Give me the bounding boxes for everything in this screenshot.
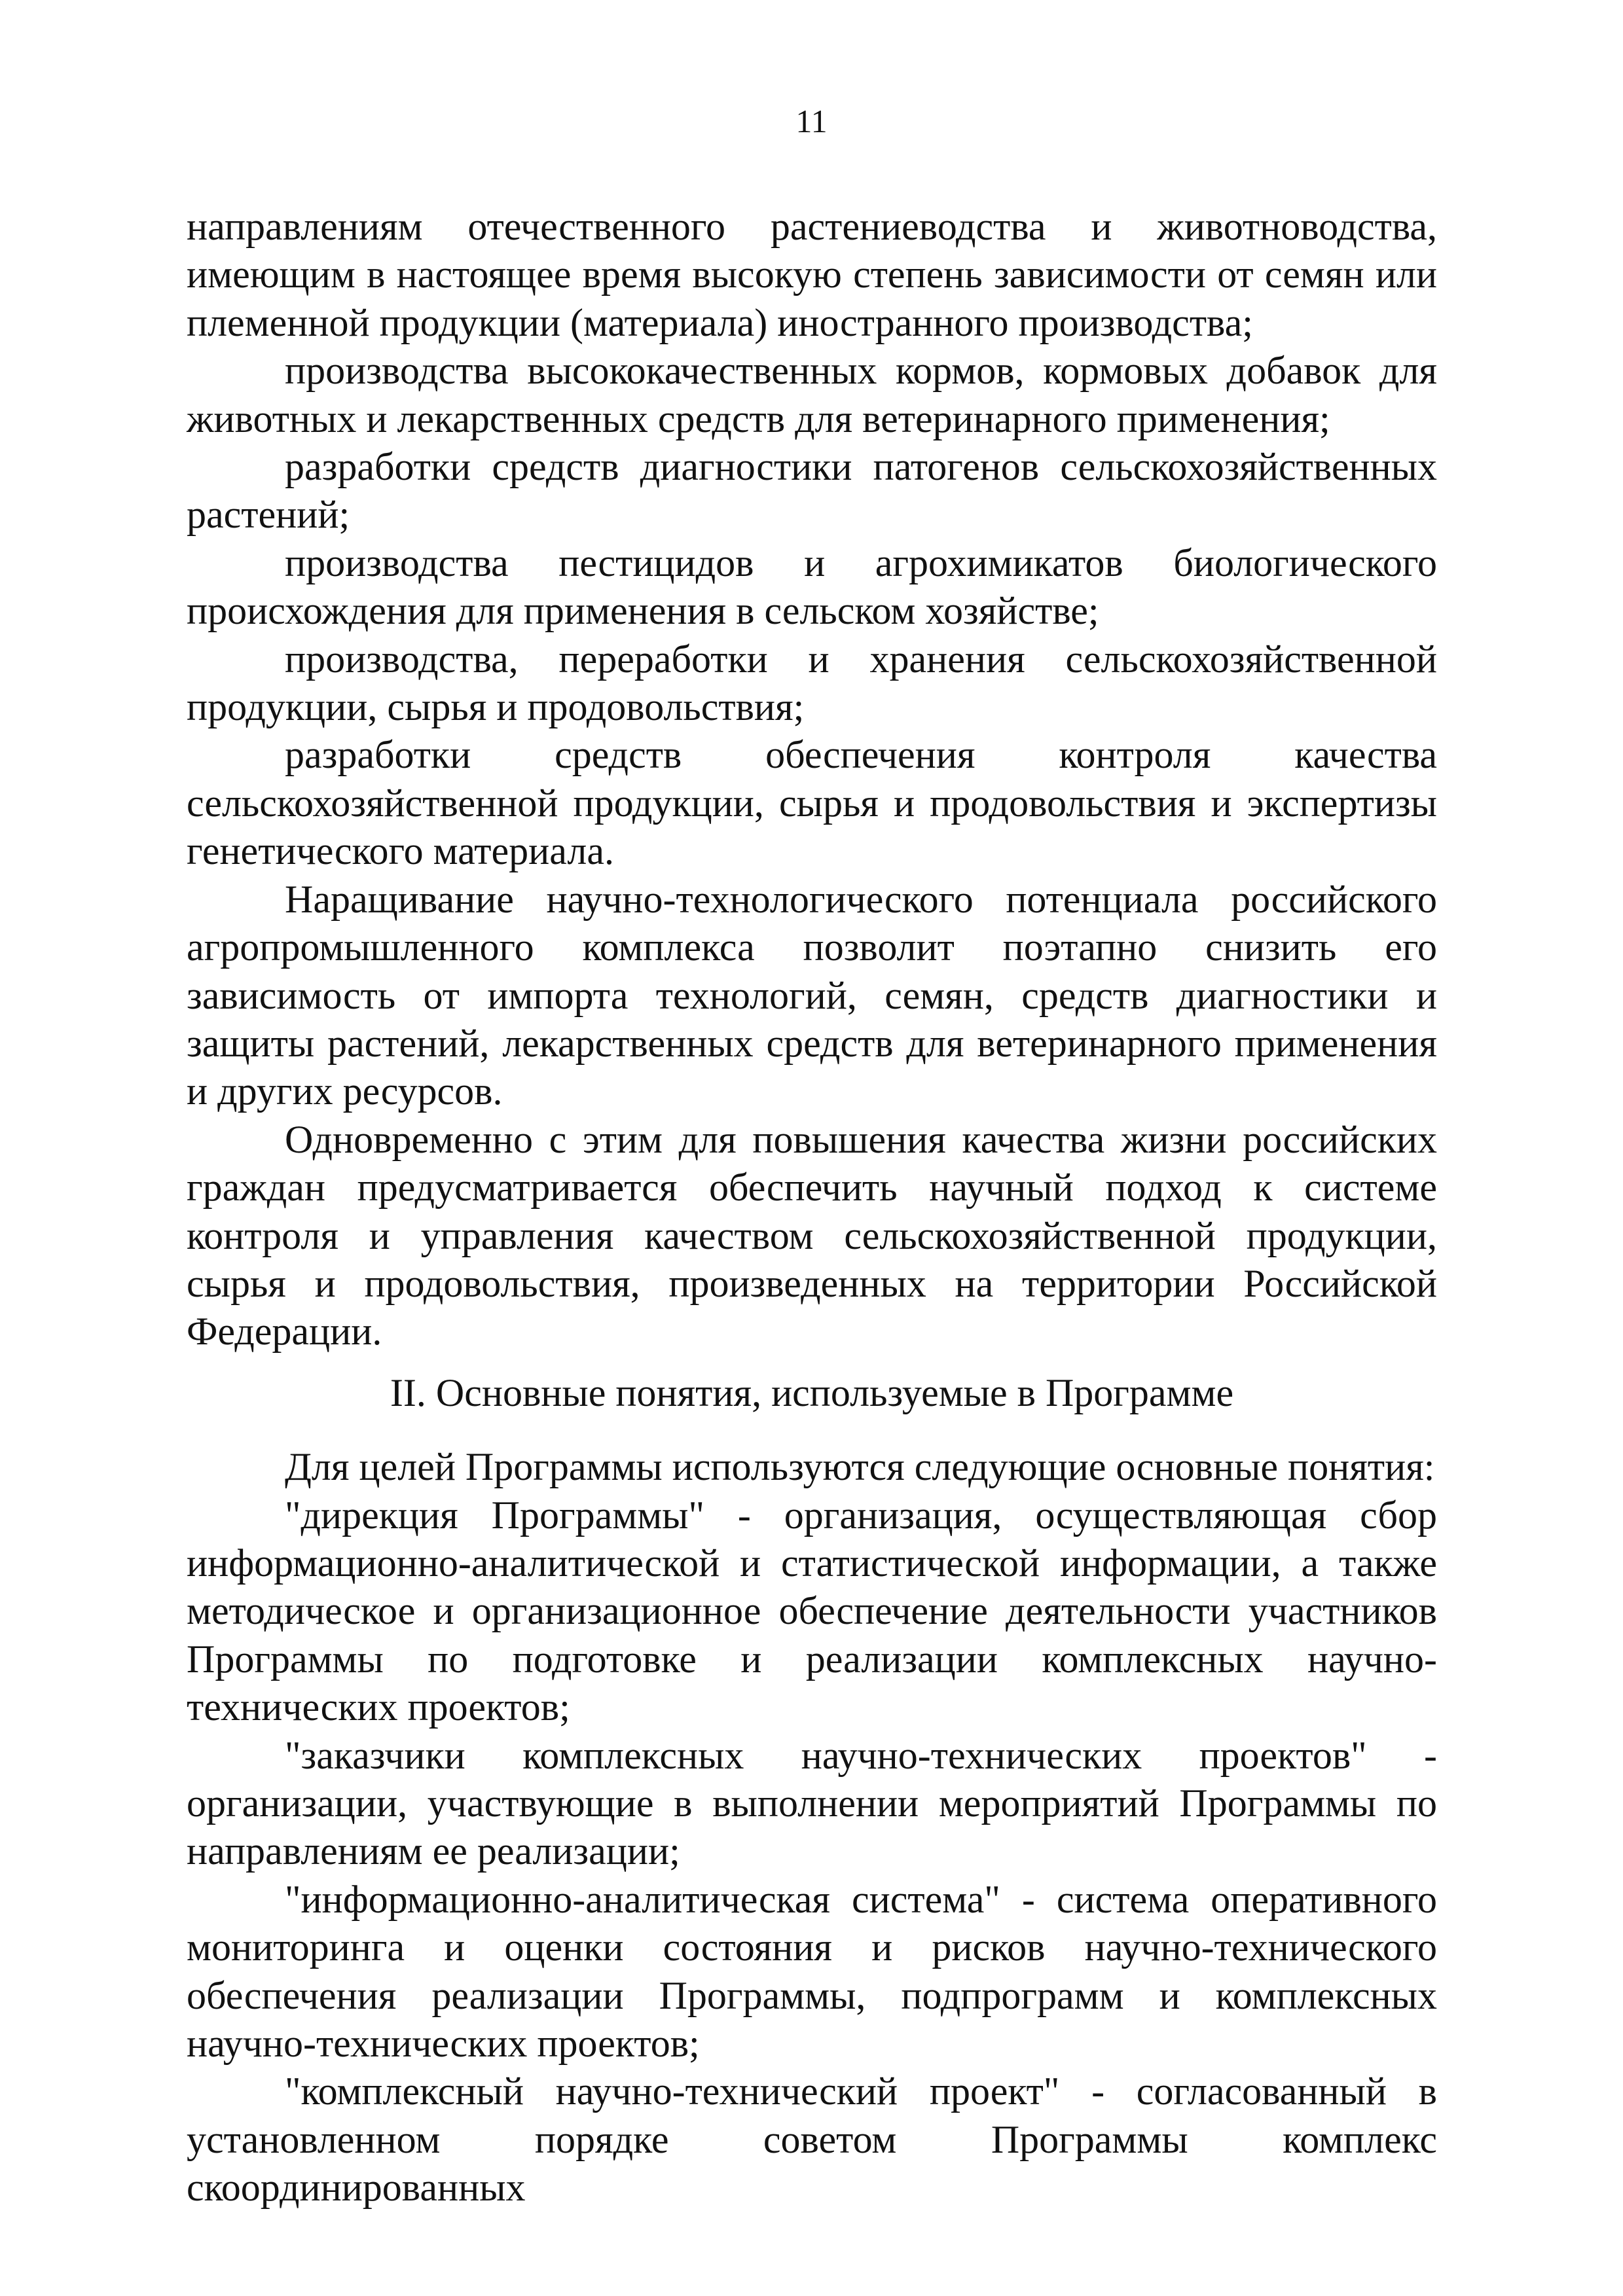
- definition-information-system: "информационно-аналитическая система" - система оперативного мониторинга и оценки состояния и рисков научно-технического обеспечения реализации Программы, подпрограмм и комплексных научно-технических проектов;: [187, 1877, 1437, 2066]
- list-item-processing: производства, переработки и хранения сельскохозяйственной продукции, сырья и продовольствия;: [187, 637, 1437, 729]
- list-item-quality-control: разработки средств обеспечения контроля качества сельскохозяйственной продукции, сырья и продовольствия и экспертизы генетического материала.: [187, 733, 1437, 873]
- definition-complex-project: "комплексный научно-технический проект" - согласованный в установленном порядке советом Программы комплекс скоординированных: [187, 2070, 1437, 2210]
- list-item-pesticides: производства пестицидов и агрохимикатов биологического происхождения для применения в сельском хозяйстве;: [187, 541, 1437, 633]
- paragraph-potential: Наращивание научно-технологического потенциала российского агропромышленного комплекса позволит поэтапно снизить его зависимость от импорта технологий, семян, средств диагностики и защиты растений, лекарственных средств для ветеринарного применения и других ресурсов.: [187, 877, 1437, 1113]
- document-body: [187, 203, 1437, 2212]
- section-heading: II. Основные понятия, используемые в Программе: [390, 1371, 1234, 1414]
- paragraph-quality-of-life: Одновременно с этим для повышения качества жизни российских граждан предусматривается обеспечить научный подход к системе контроля и управления качеством сельскохозяйственной продукции, сырья и продовольствия, произведенных на территории Российской Федерации.: [187, 1117, 1437, 1354]
- page-number: 11: [795, 103, 828, 139]
- definition-directorate: "дирекция Программы" - организация, осуществляющая сбор информационно-аналитической и статистической информации, а также методическое и организационное обеспечение деятельности участников Программы по подготовке и реализации комплексных научно-технических проектов;: [187, 1493, 1437, 1729]
- section-intro: Для целей Программы используются следующие основные понятия:: [285, 1445, 1435, 1489]
- definition-customers: "заказчики комплексных научно-технических проектов" - организации, участвующие в выполнении мероприятий Программы по направлениям ее реализации;: [187, 1733, 1437, 1873]
- list-item-diagnostics: разработки средств диагностики патогенов сельскохозяйственных растений;: [187, 445, 1437, 537]
- list-item-feed-production: производства высококачественных кормов, кормовых добавок для животных и лекарственных средств для ветеринарного применения;: [187, 349, 1437, 440]
- paragraph-continuation: направлениям отечественного растениеводства и животноводства, имеющим в настоящее время высокую степень зависимости от семян или племенной продукции (материала) иностранного производства;: [187, 205, 1437, 344]
